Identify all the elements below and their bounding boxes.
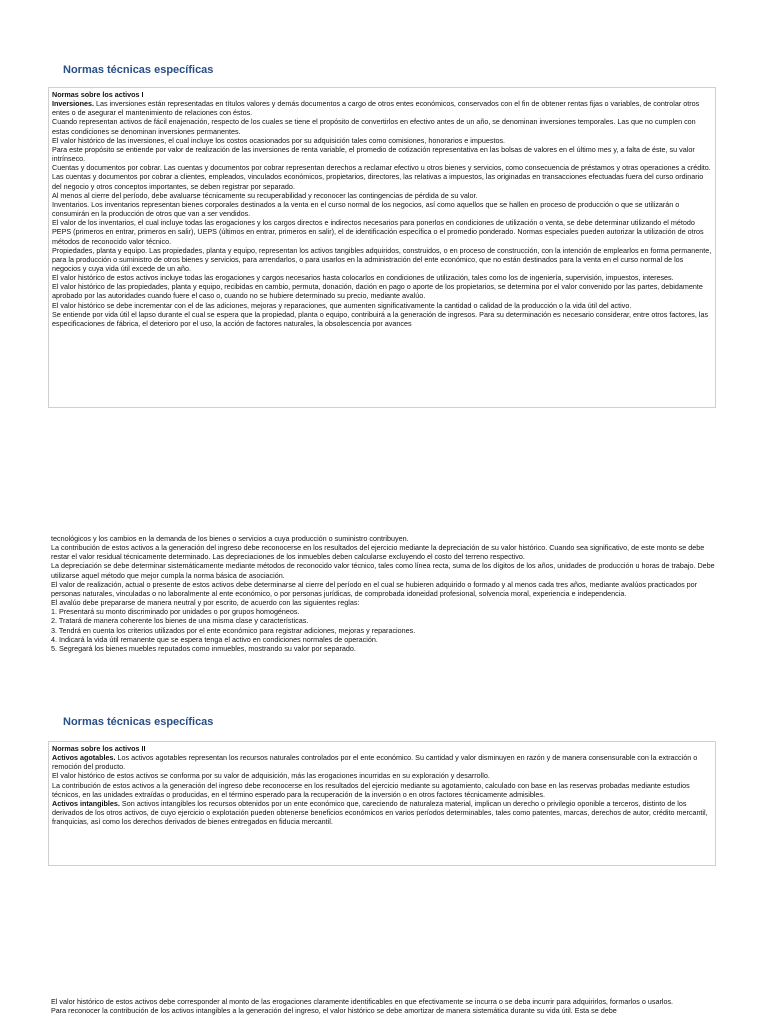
section1-paragraph: Cuentas y documentos por cobrar. Las cuentas y documentos por cobrar representan derechos a reclamar efectivo u otros bienes y servicios, como consecuencia de préstamos y otras operaciones a crédito. xyxy=(52,163,711,173)
section1-paragraph: El valor histórico de las inversiones, el cual incluye los costos ocasionados por su adquisición tales como comisiones, honorarios e impuestos. xyxy=(52,135,506,145)
continuation-paragraph: tecnológicos y los cambios en la demanda de los bienes o servicios a cuya producción o suministro contribuyen. xyxy=(51,534,409,543)
paragraph-text: Son activos intangibles los recursos obtenidos por un ente económico que, careciendo de naturaleza material, implican un derecho o privilegio oponible a terceros, distinto de los derivados de los otros activos, de cuyo ejercicio o explotación pueden obtenerse beneficios económicos en varios períodos determinables, tales como patentes, marcas, derechos de autor, crédito mercantil, franquicias, así como los derechos derivados de bienes entregados en fiducia mercantil. xyxy=(52,798,708,827)
list-item: 4. Indicará la vida útil remanente que se espera tenga el activo en condiciones normales de operación. xyxy=(51,634,378,644)
list-item: 1. Presentará su monto discriminado por unidades o por grupos homogéneos. xyxy=(51,607,300,617)
continuation-paragraph: El avalúo debe prepararse de manera neutral y por escrito, de acuerdo con las siguientes reglas: xyxy=(51,598,360,608)
section2-paragraph xyxy=(52,753,712,771)
section2-paragraph: La contribución de estos activos a la generación del ingreso debe reconocerse en los resultados del ejercicio mediante su agotamiento, calculado con base en las reservas probadas mediante estudios técnicos, en las unidades extraídas o producidas, en el término esperado para la recuperación de la inversión o en otros factores técnicamente admisibles. xyxy=(52,780,690,799)
section1-paragraph: El valor histórico se debe incrementar con el de las adiciones, mejoras y reparaciones, que aumenten significativamente la cantidad o calidad de la producción o la vida útil del activo. xyxy=(52,300,632,310)
continuation-paragraph: La contribución de estos activos a la generación del ingreso debe reconocerse en los resultados del ejercicio mediante la depreciación de su valor histórico. Cuando sea significativo, de este monto se debe restar el valor residual técnicamente determinado. Las depreciaciones de los inmuebles deben calcularse excluyendo el costo del terreno respectivo. xyxy=(51,543,705,562)
continuation-paragraph: La depreciación se debe determinar sistemáticamente mediante métodos de reconocido valor técnico, tales como línea recta, suma de los dígitos de los años, unidades de producción u horas de trabajo. Debe utilizarse aquel método que mejor cumpla la norma básica de asociación. xyxy=(51,561,715,580)
section2-heading: Normas técnicas específicas xyxy=(63,716,214,728)
section1-content-box xyxy=(48,87,716,408)
section1-paragraph: Propiedades, planta y equipo. Las propiedades, planta y equipo, representan los activos tangibles adquiridos, construidos, o en proceso de construcción, con la intención de emplearlos en forma permanente, para la producción o suministro de otros bienes y servicios, para arrendarlos, o para usarlos en la administración del ente económico, que no están destinados para la venta en el curso normal de los negocios y cuya vida útil excede de un año. xyxy=(52,245,712,273)
section1-paragraph: Se entiende por vida útil el lapso durante el cual se espera que la propiedad, planta o equipo, contribuirá a la generación de ingresos. Para su determinación es necesario considerar, entre otros factores, las especificaciones de fábrica, el deterioro por el uso, la acción de factores naturales, la obsolescencia por avances xyxy=(52,309,709,328)
section1-paragraph: El valor de los inventarios, el cual incluye todas las erogaciones y los cargos directos e indirectos necesarios para ponerlos en condiciones de utilización o venta, se debe determinar utilizando el método PEPS (primeros en entrar, primeros en salir), UEPS (últimos en entrar, primeros en salir), el de identificación específica o el promedio ponderado. Normas especiales pueden autorizar la utilización de otros métodos de reconocido valor técnico. xyxy=(52,218,704,246)
section2-content-box xyxy=(48,741,716,866)
section1-subheading: Normas sobre los activos I xyxy=(52,90,144,99)
term-activos-agotables: Activos agotables. xyxy=(52,753,116,763)
list-item: 2. Tratará de manera coherente los bienes de una misma clase y características. xyxy=(51,616,309,626)
section1-paragraph: Al menos al cierre del período, debe avaluarse técnicamente su recuperabilidad y reconocer las contingencias de pérdida de su valor. xyxy=(52,190,478,200)
paragraph-text: Los activos agotables representan los recursos naturales controlados por el ente económico. Su cantidad y valor disminuyen en razón y de manera consensurable con la extracción o remoción del producto. xyxy=(52,753,698,772)
list-item: 5. Segregará los bienes muebles reputados como inmuebles, mostrando su valor por separado. xyxy=(51,643,356,653)
section1-paragraph xyxy=(52,99,712,117)
footer-paragraph: El valor histórico de estos activos debe corresponder al monto de las erogaciones claramente identificables en que efectivamente se incurra o se deba incurrir para adquirirlos, formarlos o usarlos. xyxy=(51,997,674,1006)
list-item: 3. Tendrá en cuenta los criterios utilizados por el ente económico para registrar adiciones, mejoras y reparaciones. xyxy=(51,625,416,635)
section1-paragraph: Inventarios. Los inventarios representan bienes corporales destinados a la venta en el curso normal de los negocios, así como aquellos que se hallen en proceso de producción o que se utilizarán o consumirán en la producción de otros que van a ser vendidos. xyxy=(52,199,680,219)
section2-paragraph: El valor histórico de estos activos se conforma por su valor de adquisición, más las erogaciones incurridas en su exploración y desarrollo. xyxy=(52,771,490,781)
term-inversiones: Inversiones. xyxy=(52,99,94,109)
paragraph-text: Las inversiones están representadas en títulos valores y demás documentos a cargo de otros entes económicos, conservados con el fin de obtener rentas fijas o variables, de controlar otros entes o de asegurar el mantenimiento de relaciones con éstos. xyxy=(52,99,700,118)
continuation-paragraph: El valor de realización, actual o presente de estos activos debe determinarse al cierre del período en el cual se hubieren adquirido o formado y al menos cada tres años, mediante avalúos practicados por personas naturales, vinculadas o no laboralmente al ente económico, o por personas jurídicas, de comprobada idoneidad profesional, solvencia moral, experiencia e independencia. xyxy=(51,579,698,598)
section2-paragraph xyxy=(52,799,712,826)
footer-text xyxy=(51,997,715,1024)
section1-paragraph: Las cuentas y documentos por cobrar a clientes, empleados, vinculados económicos, propietarios, directores, las relativas a impuestos, las originadas en transacciones efectuadas fuera del curso ordinario del negocio y otros conceptos importantes, se deben registrar por separado. xyxy=(52,172,704,191)
section1-paragraph: Para este propósito se entiende por valor de realización de las inversiones de renta variable, el promedio de cotización representativa en las bolsas de valores en el último mes y, a falta de éste, su valor intrínseco. xyxy=(52,144,695,164)
section2-subheading: Normas sobre los activos II xyxy=(52,744,146,753)
section1-paragraph: Cuando representan activos de fácil enajenación, respecto de los cuales se tiene el propósito de convertirlos en efectivo antes de un año, se denominan inversiones temporales. Las que no cumplen con estas condiciones se denominan inversiones permanentes. xyxy=(52,117,696,136)
term-activos-intangibles: Activos intangibles. xyxy=(52,798,120,808)
section1-paragraph: El valor histórico de las propiedades, planta y equipo, recibidas en cambio, permuta, donación, dación en pago o aporte de los propietarios, se determina por el valor convenido por las partes, debidamente aprobado por las autoridades cuando fuere el caso o, cuando no se hubiere determinado su precio, mediante avalúo. xyxy=(52,282,703,301)
section1-paragraph: El valor histórico de estos activos incluye todas las erogaciones y cargos necesarios hasta colocarlos en condiciones de utilización, tales como los de ingeniería, supervisión, impuestos, intereses. xyxy=(52,273,674,283)
continuation-text xyxy=(51,534,715,692)
footer-paragraph: Para reconocer la contribución de los activos intangibles a la generación del ingreso, el valor histórico se debe amortizar de manera sistemática durante su vida útil. Esta se debe xyxy=(51,1006,617,1016)
section1-heading: Normas técnicas específicas xyxy=(63,64,214,76)
